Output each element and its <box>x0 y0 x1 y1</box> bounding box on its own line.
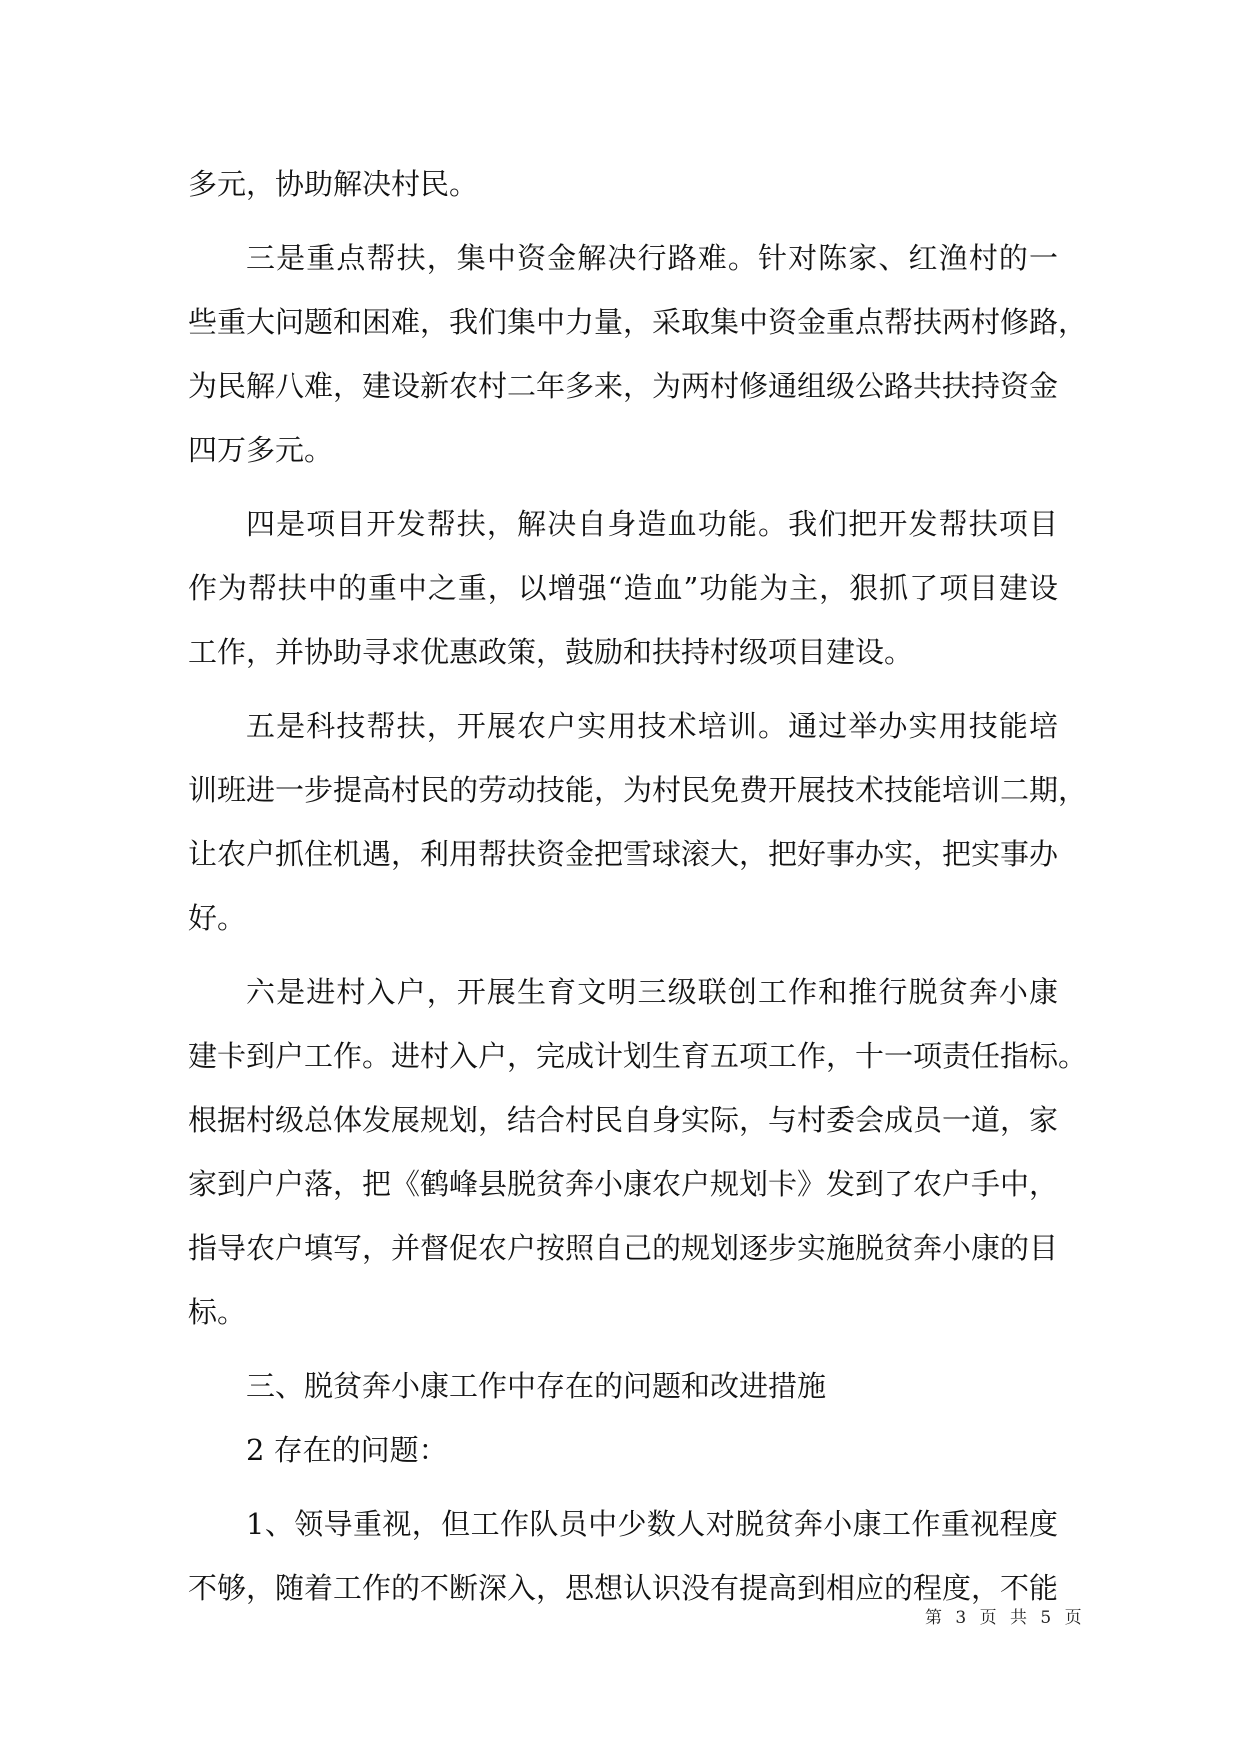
text-line: 四万多元。 <box>188 433 334 467</box>
text-line: 作为帮扶中的重中之重，以增强“造血”功能为主，狠抓了项目建设 <box>188 571 1058 605</box>
text-line: 指导农户填写，并督促农户按照自己的规划逐步实施脱贫奔小康的目 <box>188 1231 1059 1265</box>
text-line: 训班进一步提高村民的劳动技能，为村民免费开展技术技能培训二期， <box>188 773 1088 807</box>
text-line: 不够，随着工作的不断深入，思想认识没有提高到相应的程度，不能 <box>188 1571 1059 1605</box>
text-line: 让农户抓住机遇，利用帮扶资金把雪球滚大，把好事办实，把实事办 <box>188 837 1059 871</box>
paragraph-first-line: 六是进村入户，开展生育文明三级联创工作和推行脱贫奔小康 <box>246 975 1058 1009</box>
paragraph-first-line: 五是科技帮扶，开展农户实用技术培训。通过举办实用技能培 <box>246 709 1058 743</box>
section-heading: 三、脱贫奔小康工作中存在的问题和改进措施 <box>246 1369 827 1403</box>
text-line: 家到户户落，把《鹤峰县脱贫奔小康农户规划卡》发到了农户手中， <box>188 1167 1059 1201</box>
text-line: 好。 <box>188 901 247 935</box>
text-line: 为民解八难，建设新农村二年多来，为两村修通组级公路共扶持资金 <box>188 369 1059 403</box>
text-line: 多元，协助解决村民。 <box>188 167 479 201</box>
text-line: 根据村级总体发展规划，结合村民自身实际，与村委会成员一道，家 <box>188 1103 1059 1137</box>
paragraph-first-line: 1、领导重视，但工作队员中少数人对脱贫奔小康工作重视程度 <box>246 1507 1058 1541</box>
subheading: 2 存在的问题： <box>246 1433 448 1467</box>
text-line: 些重大问题和困难，我们集中力量，采取集中资金重点帮扶两村修路， <box>188 305 1088 339</box>
page-number-footer: 第 3 页 共 5 页 <box>925 1608 1086 1628</box>
paragraph-first-line: 三是重点帮扶，集中资金解决行路难。针对陈家、红渔村的一 <box>246 241 1058 275</box>
text-line: 工作，并协助寻求优惠政策，鼓励和扶持村级项目建设。 <box>188 635 914 669</box>
paragraph-first-line: 四是项目开发帮扶，解决自身造血功能。我们把开发帮扶项目 <box>246 507 1058 541</box>
text-line: 建卡到户工作。进村入户，完成计划生育五项工作，十一项责任指标。 <box>188 1039 1088 1073</box>
text-line: 标。 <box>188 1295 247 1329</box>
